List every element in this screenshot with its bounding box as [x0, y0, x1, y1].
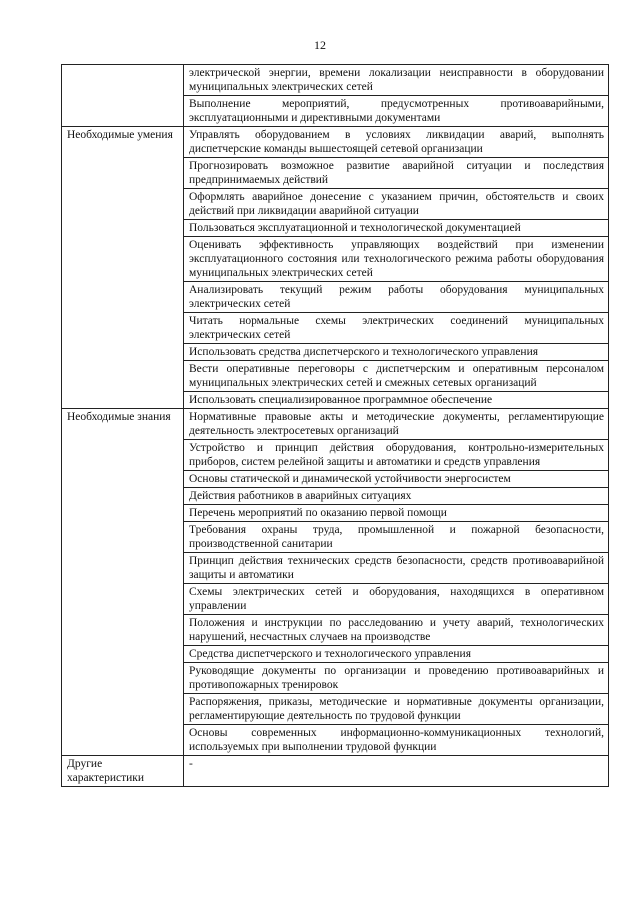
- knowledge-item-text: Руководящие документы по организации и проведению противоаварийных и противопожарных тренировок: [189, 665, 604, 691]
- knowledge-item: [184, 409, 609, 440]
- continued-label: [62, 65, 184, 127]
- skills-item-text: Использовать специализированное программное обеспечение: [189, 394, 493, 406]
- knowledge-item-text: Требования охраны труда, промышленной и пожарной безопасности, производственной санитарии: [189, 524, 604, 550]
- knowledge-item: [184, 440, 609, 471]
- page-number: 12: [314, 38, 326, 52]
- skills-item-text: Пользоваться эксплуатационной и технологической документацией: [189, 222, 521, 234]
- knowledge-item: [184, 505, 609, 522]
- knowledge-item: [184, 488, 609, 505]
- skills-item: [184, 220, 609, 237]
- skills-item: [184, 392, 609, 409]
- knowledge-item-text: Устройство и принцип действия оборудования, контрольно-измерительных приборов, систем релейной защиты и автоматики и средств управления: [189, 442, 604, 468]
- skills-item-text: Читать нормальные схемы электрических соединений муниципальных электрических сетей: [189, 315, 604, 341]
- knowledge-label-text: Необходимые знания: [67, 411, 171, 423]
- continued-item: [184, 96, 609, 127]
- table-row: [62, 756, 609, 787]
- knowledge-item-text: Действия работников в аварийных ситуациях: [189, 490, 412, 502]
- skills-item-text: Оформлять аварийное донесение с указанием причин, обстоятельств и своих действий при ликвидации аварийной ситуации: [189, 191, 604, 217]
- knowledge-item: [184, 663, 609, 694]
- knowledge-item-text: Средства диспетчерского и технологического управления: [189, 648, 471, 660]
- skills-item: [184, 127, 609, 158]
- knowledge-item: [184, 725, 609, 756]
- table-row: [62, 409, 609, 440]
- skills-item-text: Прогнозировать возможное развитие аварийной ситуации и последствия предпринимаемых действий: [189, 160, 604, 186]
- knowledge-item: [184, 646, 609, 663]
- skills-item-text: Оценивать эффективность управляющих воздействий при изменении эксплуатационного состояния или технологического режима работы оборудования муниципальных электрических сетей: [189, 239, 604, 279]
- skills-item-text: Вести оперативные переговоры с диспетчерским и оперативным персоналом муниципальных электрических сетей и смежных сетевых организаций: [189, 363, 604, 389]
- knowledge-item-text: Распоряжения, приказы, методические и нормативные документы организации, регламентирующие деятельность по трудовой функции: [189, 696, 604, 722]
- skills-label-text: Необходимые умения: [67, 129, 173, 141]
- knowledge-item-text: Основы современных информационно-коммуникационных технологий, используемых при выполнении трудовой функции: [189, 727, 604, 753]
- knowledge-item-text: Нормативные правовые акты и методические документы, регламентирующие деятельность электросетевых организаций: [189, 411, 604, 437]
- skills-item: [184, 282, 609, 313]
- knowledge-item: [184, 584, 609, 615]
- knowledge-item: [184, 615, 609, 646]
- knowledge-item: [184, 553, 609, 584]
- continued-item-text: Выполнение мероприятий, предусмотренных противоаварийными, эксплуатационными и директивными документами: [189, 98, 604, 124]
- other-value-text: -: [189, 758, 193, 770]
- knowledge-item: [184, 471, 609, 488]
- table-row: [62, 65, 609, 96]
- continued-item: [184, 65, 609, 96]
- knowledge-item-text: Основы статической и динамической устойчивости энергосистем: [189, 473, 511, 485]
- knowledge-item-text: Схемы электрических сетей и оборудования, находящихся в оперативном управлении: [189, 586, 604, 612]
- skills-item: [184, 158, 609, 189]
- skills-item: [184, 237, 609, 282]
- knowledge-item-text: Принцип действия технических средств безопасности, средств противоаварийной защиты и автоматики: [189, 555, 604, 581]
- skills-item: [184, 189, 609, 220]
- skills-item-text: Использовать средства диспетчерского и технологического управления: [189, 346, 539, 358]
- skills-item: [184, 313, 609, 344]
- other-value: [184, 756, 609, 787]
- knowledge-item-text: Положения и инструкции по расследованию и учету аварий, технологических нарушений, несчастных случаев на производстве: [189, 617, 604, 643]
- table-row: [62, 127, 609, 158]
- skills-item-text: Управлять оборудованием в условиях ликвидации аварий, выполнять диспетчерские команды вышестоящей сетевой организации: [189, 129, 604, 155]
- skills-label: [62, 127, 184, 409]
- knowledge-item: [184, 694, 609, 725]
- skills-item: [184, 344, 609, 361]
- continued-item-text: электрической энергии, времени локализации неисправности в оборудовании муниципальных электрических сетей: [189, 67, 604, 93]
- other-label-text: Другие характеристики: [67, 758, 145, 784]
- requirements-table-body: [62, 65, 609, 787]
- skills-item-text: Анализировать текущий режим работы оборудования муниципальных электрических сетей: [189, 284, 604, 310]
- knowledge-label: [62, 409, 184, 756]
- other-label: [62, 756, 184, 787]
- skills-item: [184, 361, 609, 392]
- requirements-table: [61, 64, 609, 787]
- knowledge-item: [184, 522, 609, 553]
- knowledge-item-text: Перечень мероприятий по оказанию первой помощи: [189, 507, 447, 519]
